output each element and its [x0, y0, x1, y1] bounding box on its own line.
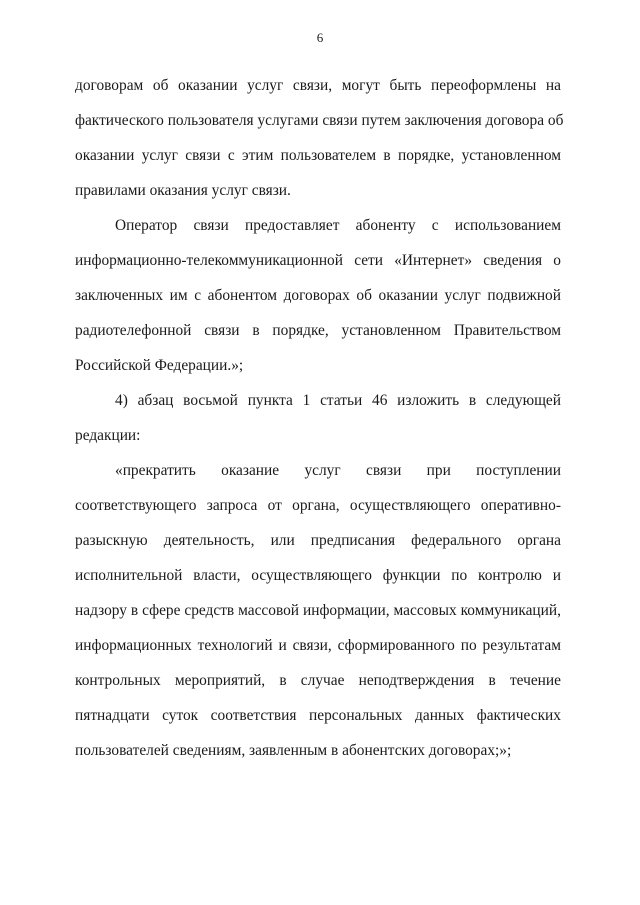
- paragraph-line: информационно-телекоммуникационной сети «Интернет» сведения о: [75, 252, 561, 269]
- paragraph-line: пятнадцати суток соответствия персональных данных фактических: [75, 707, 561, 724]
- paragraph-line: надзору в сфере средств массовой информации, массовых коммуникаций,: [75, 602, 561, 619]
- paragraph-line: правилами оказания услуг связи.: [75, 182, 291, 199]
- paragraph-line: фактического пользователя услугами связи путем заключения договора об: [75, 112, 564, 129]
- paragraph-line: заключенных им с абонентом договорах об оказании услуг подвижной: [75, 287, 561, 304]
- paragraph-line: разыскную деятельность, или предписания федерального органа: [75, 532, 561, 549]
- paragraph-line: информационных технологий и связи, сформированного по результатам: [75, 637, 561, 654]
- page-number: 6: [316, 30, 324, 45]
- paragraph-line: Российской Федерации.»;: [75, 357, 244, 374]
- paragraph-line: оказании услуг связи с этим пользователем в порядке, установленном: [75, 147, 561, 164]
- paragraph-line: Оператор связи предоставляет абоненту с использованием: [115, 217, 561, 234]
- paragraph-line: радиотелефонной связи в порядке, установленном Правительством: [75, 322, 561, 339]
- paragraph-line: соответствующего запроса от органа, осуществляющего оперативно-: [75, 497, 561, 514]
- paragraph-line: «прекратить оказание услуг связи при поступлении: [115, 462, 561, 479]
- paragraph-line: пользователей сведениям, заявленным в абонентских договорах;»;: [75, 742, 512, 759]
- paragraph-line: договорам об оказании услуг связи, могут быть переоформлены на: [75, 77, 561, 94]
- paragraph-line: исполнительной власти, осуществляющего функции по контролю и: [75, 567, 561, 584]
- paragraph-line: редакции:: [75, 427, 141, 444]
- document-body: [75, 68, 564, 768]
- paragraph-line: контрольных мероприятий, в случае неподтверждения в течение: [75, 672, 561, 689]
- paragraph-line: 4) абзац восьмой пункта 1 статьи 46 изложить в следующей: [115, 392, 561, 409]
